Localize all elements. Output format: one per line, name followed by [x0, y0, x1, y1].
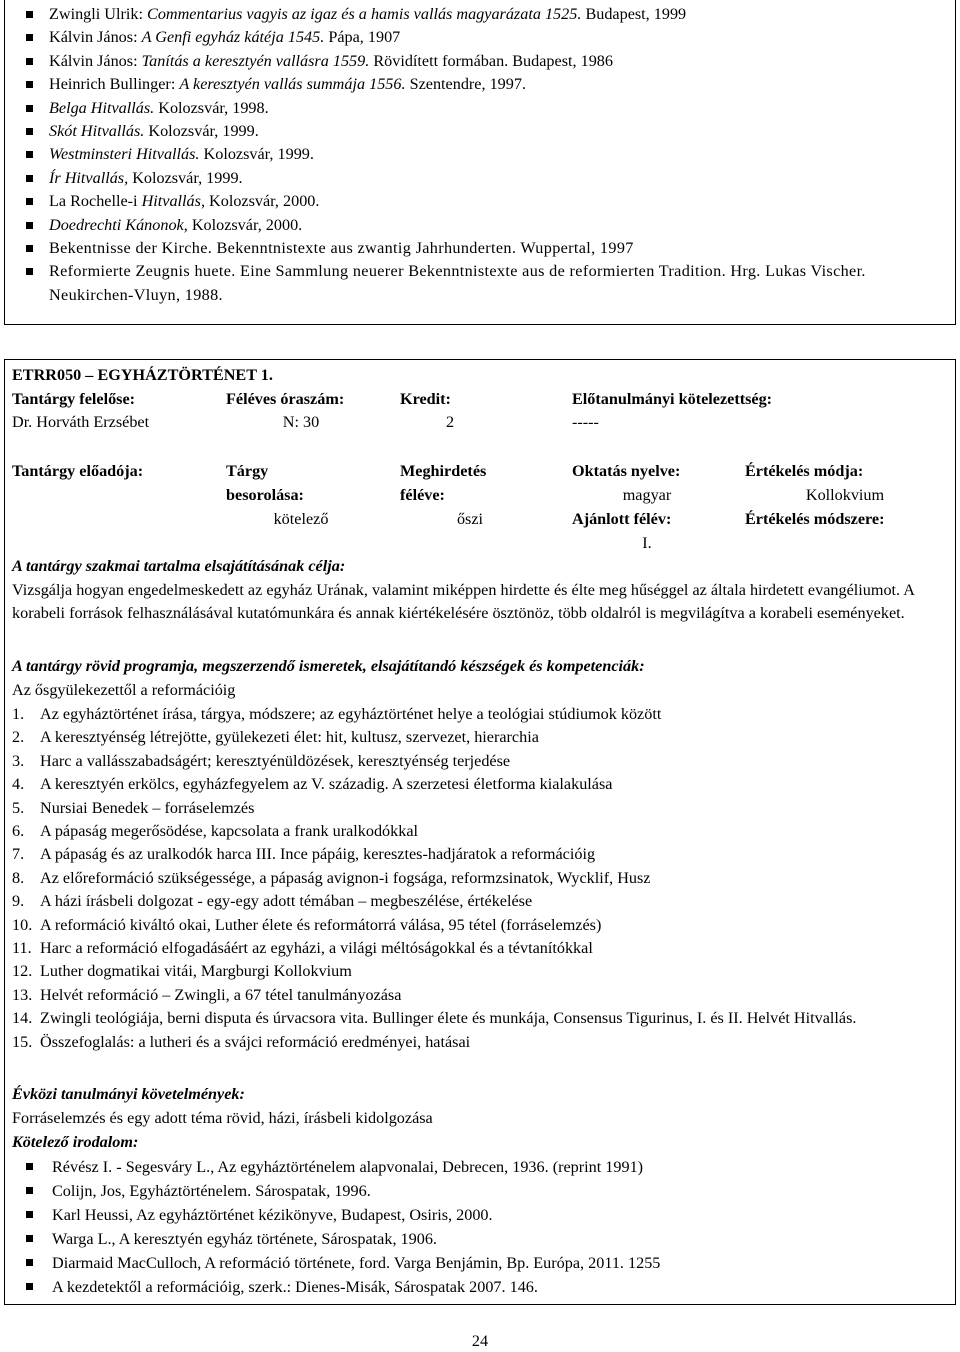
bibliography-item: La Rochelle-i Hitvallás, Kolozsvár, 2000. — [24, 190, 954, 213]
bibliography-item: Belga Hitvallás. Kolozsvár, 1998. — [24, 97, 954, 120]
topic-item: 6. A pápaság megerősödése, kapcsolata a frank uralkodókkal — [12, 822, 419, 841]
prereq-value: ----- — [572, 413, 599, 431]
program-intro: Az ősgyülekezettől a reformációig — [12, 681, 236, 699]
bibliography-item: Heinrich Bullinger: A keresztyén vallás summája 1556. Szentendre, 1997. — [24, 73, 954, 96]
topic-item: 10. A reformáció kiváltó okai, Luther élete és reformátorrá válása, 95 tétel (forráselemzés) — [12, 915, 602, 934]
bibliography-item: Skót Hitvallás. Kolozsvár, 1999. — [24, 120, 954, 143]
literature-heading: Kötelező irodalom: — [12, 1133, 139, 1151]
requirements-heading: Évközi tanulmányi követelmények: — [12, 1085, 245, 1103]
bibliography-item: Ír Hitvallás, Kolozsvár, 1999. — [24, 167, 954, 190]
semester-label-2: féléve: — [400, 486, 445, 504]
language-label: Oktatás nyelve: — [572, 462, 681, 480]
semester-label: Meghirdetés — [400, 462, 487, 480]
literature-item: Warga L., A keresztyén egyház története, Sárospatak, 1906. — [24, 1227, 944, 1251]
literature-item: Diarmaid MacCulloch, A reformáció története, ford. Varga Benjámin, Bp. Európa, 2011. 1255 — [24, 1251, 944, 1275]
requirements-text: Forráselemzés és egy adott téma rövid, házi, írásbeli kidolgozása — [12, 1109, 433, 1127]
topic-item: 1. Az egyháztörténet írása, tárgya, módszere; az egyháztörténet helye a teológiai stúdiumok között — [12, 705, 662, 723]
bibliography-item: Doedrechti Kánonok, Kolozsvár, 2000. — [24, 214, 954, 237]
hours-value: N: 30 — [282, 413, 320, 431]
classification-label-2: besorolása: — [226, 486, 304, 504]
topic-item: 9. A házi írásbeli dolgozat - egy-egy adott témában – megbeszélése, értékelése — [12, 892, 533, 911]
evaluation-label: Értékelés módja: — [745, 462, 864, 480]
bibliography-item: Zwingli Ulrik: Commentarius vagyis az igaz és a hamis vallás magyarázata 1525. Budapest, 1999 — [24, 3, 954, 26]
page-number: 24 — [471, 1332, 489, 1350]
topic-item: 13. Helvét reformáció – Zwingli, a 67 tétel tanulmányozása — [12, 985, 402, 1004]
credit-value: 2 — [445, 413, 455, 431]
topic-item: 3. Harc a vallásszabadságért; keresztyénüldözések, keresztyénség terjedése — [12, 751, 511, 770]
course-title: ETRR050 – EGYHÁZTÖRTÉNET 1. — [12, 366, 273, 384]
bibliography-item: Westminsteri Hitvallás. Kolozsvár, 1999. — [24, 143, 954, 166]
evaluation-method-label: Értékelés módszere: — [745, 510, 885, 528]
topic-item: 7. A pápaság és az uralkodók harca III. Ince pápáig, keresztes-hadjáratok a reformációig — [12, 845, 596, 864]
classification-value: kötelező — [273, 510, 329, 528]
responsible-label: Tantárgy felelőse: — [12, 390, 136, 408]
program-heading: A tantárgy rövid programja, megszerzendő ismeretek, elsajátítandó készségek és kompetenciák: — [12, 657, 645, 675]
topic-item: 8. Az előreformáció szükségessége, a pápaság avignon-i fogsága, reformzsinatok, Wycklif, Husz — [12, 868, 651, 887]
topic-item: 2. A keresztyénség létrejötte, gyülekezeti élet: hit, kultusz, szervezet, hierarchia — [12, 728, 539, 747]
literature-item: Colijn, Jos, Egyháztörténelem. Sárospatak, 1996. — [24, 1179, 944, 1203]
topic-item: 5. Nursiai Benedek – forráselemzés — [12, 798, 255, 817]
responsible-value: Dr. Horváth Erzsébet — [12, 413, 150, 431]
recommended-semester-label: Ajánlott félév: — [572, 510, 672, 528]
literature-item: A kezdetektől a reformációig, szerk.: Dienes-Misák, Sárospatak 2007. 146. — [24, 1275, 944, 1299]
prereq-label: Előtanulmányi kötelezettség: — [572, 390, 773, 408]
literature-list — [24, 1155, 944, 1300]
topic-list — [12, 703, 947, 1054]
topic-item: 12. Luther dogmatikai vitái, Margburgi Kollokvium — [12, 962, 352, 981]
credit-label: Kredit: — [400, 390, 451, 408]
aim-heading: A tantárgy szakmai tartalma elsajátításának célja: — [12, 557, 346, 575]
hours-label: Féléves óraszám: — [226, 390, 345, 408]
semester-value: őszi — [456, 510, 484, 528]
recommended-semester-value: I. — [642, 534, 652, 552]
topic-item: 11. Harc a reformáció elfogadásáért az egyházi, a világi méltóságokkal és a tévtanítókkal — [12, 939, 593, 958]
topic-item: 14. Zwingli teológiája, berni disputa és úrvacsora vita. Bullinger élete és munkája, Consensus Tigurinus, I. és II. Helvét Hitvallás. — [12, 1009, 857, 1028]
literature-item: Karl Heussi, Az egyháztörténet kézikönyve, Budapest, Osiris, 2000. — [24, 1203, 944, 1227]
literature-item: Révész I. - Segesváry L., Az egyháztörténelem alapvonalai, Debrecen, 1936. (reprint 1991) — [24, 1155, 944, 1179]
evaluation-value: Kollokvium — [805, 486, 885, 504]
bibliography-item: Kálvin János: A Genfi egyház kátéja 1545. Pápa, 1907 — [24, 26, 954, 49]
bibliography-item: Bekentnisse der Kirche. Bekenntnistexte aus zwantig Jahrhunderten. Wuppertal, 1997 — [24, 237, 954, 260]
classification-label: Tárgy — [226, 462, 269, 480]
aim-text: Vizsgálja hogyan engedelmeskedett az egyház Urának, valamint miképpen hirdette és élte meg hűséggel az általa hirdetett evangéliumot. A korabeli források felhasználásával kutatómunkára és annak kiértékelésére ösztönöz, több oldalról is megvilágítva a korabeli eseményeket. — [12, 581, 915, 623]
lecturer-label: Tantárgy előadója: — [12, 462, 144, 480]
bibliography-list — [24, 3, 954, 307]
bibliography-item: Reformierte Zeugnis huete. Eine Sammlung neuerer Bekenntnistexte aus de reformierten Tradition. Hrg. Lukas Vischer. Neukirchen-Vluyn, 1988. — [24, 260, 954, 307]
topic-item: 15. Összefoglalás: a lutheri és a svájci reformáció eredményei, hatásai — [12, 1032, 471, 1051]
bibliography-item: Kálvin János: Tanítás a keresztyén vallásra 1559. Rövidített formában. Budapest, 1986 — [24, 50, 954, 73]
topic-item: 4. A keresztyén erkölcs, egyházfegyelem az V. századig. A szerzetesi életforma kialakulása — [12, 775, 613, 794]
language-value: magyar — [622, 486, 672, 504]
